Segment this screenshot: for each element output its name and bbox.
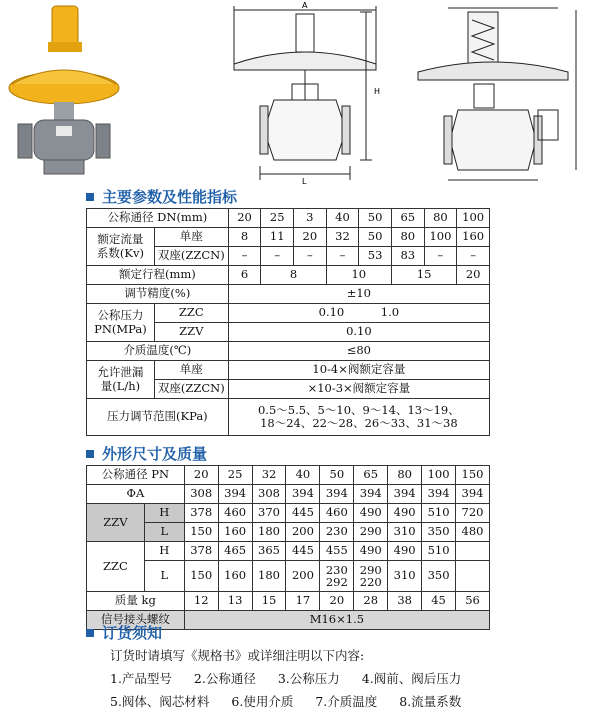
- table-cell: 65: [354, 466, 388, 485]
- table-cell: 40: [326, 209, 359, 228]
- table-cell: 490: [388, 504, 422, 523]
- order-item: 6.使用介质: [231, 694, 294, 709]
- table-cell: 32: [326, 228, 359, 247]
- table-row: [87, 399, 490, 436]
- table-cell: 150: [184, 561, 218, 592]
- square-bullet-icon: [86, 193, 94, 201]
- table-cell: 38: [388, 592, 422, 611]
- table-cell: 490: [354, 542, 388, 561]
- table-cell: 290: [354, 523, 388, 542]
- table-cell: 10: [326, 266, 391, 285]
- table-cell: 394: [320, 485, 354, 504]
- table-cell: 365: [252, 542, 286, 561]
- table-cell: 45: [422, 592, 456, 611]
- params-table: [86, 208, 490, 436]
- table-cell: 100: [422, 466, 456, 485]
- table-cell: 额定流量 系数(Kv): [87, 228, 155, 266]
- section-title: 订货须知: [102, 624, 163, 642]
- section-heading-params: [86, 186, 237, 207]
- table-cell: 40: [286, 466, 320, 485]
- table-cell: 100: [424, 228, 457, 247]
- table-row: [87, 266, 490, 285]
- table-cell: 15: [391, 266, 456, 285]
- table-cell: 13: [218, 592, 252, 611]
- table-cell: 150: [456, 466, 490, 485]
- table-cell: 25: [218, 466, 252, 485]
- table-cell: –: [294, 247, 327, 266]
- table-cell: 20: [320, 592, 354, 611]
- table-cell: 308: [184, 485, 218, 504]
- table-cell: 10-4×阀额定容量: [228, 361, 489, 380]
- table-cell: ±10: [228, 285, 489, 304]
- table-cell: 80: [424, 209, 457, 228]
- table-cell: –: [228, 247, 261, 266]
- table-cell: ZZC: [87, 542, 145, 592]
- table-cell: 质量 kg: [87, 592, 185, 611]
- table-cell: 双座(ZZCN): [154, 380, 228, 399]
- section-heading-order: [86, 622, 162, 643]
- table-cell: 压力调节范围(KPa): [87, 399, 229, 436]
- order-item: 1.产品型号: [110, 671, 172, 686]
- table-row: [87, 228, 490, 247]
- table-cell: 32: [252, 466, 286, 485]
- table-cell: H: [144, 542, 184, 561]
- table-row: [87, 304, 490, 323]
- table-cell: 15: [252, 592, 286, 611]
- table-row: [87, 209, 490, 228]
- table-cell: 460: [218, 504, 252, 523]
- table-cell: 150: [184, 523, 218, 542]
- table-cell: [456, 561, 490, 592]
- table-cell: 11: [261, 228, 294, 247]
- table-cell: 8: [228, 228, 261, 247]
- table-cell: 80: [388, 466, 422, 485]
- table-cell: 0.10 1.0: [228, 304, 489, 323]
- table-cell: 28: [354, 592, 388, 611]
- table-cell: 230: [320, 523, 354, 542]
- table-cell: 394: [456, 485, 490, 504]
- order-items-line-2: [110, 690, 461, 713]
- table-cell: 50: [320, 466, 354, 485]
- table-cell: ZZV: [154, 323, 228, 342]
- table-cell: 50: [359, 228, 392, 247]
- table-cell: L: [144, 523, 184, 542]
- table-row: [87, 523, 490, 542]
- table-cell: 200: [286, 561, 320, 592]
- table-cell: –: [424, 247, 457, 266]
- section-title: 主要参数及性能指标: [102, 188, 238, 206]
- table-row: [87, 361, 490, 380]
- table-cell: 394: [354, 485, 388, 504]
- table-cell: 394: [388, 485, 422, 504]
- table-cell: 465: [218, 542, 252, 561]
- dimension-drawing-front: [226, 0, 406, 190]
- table-cell: 370: [252, 504, 286, 523]
- order-item: 5.阀体、阀芯材料: [110, 694, 210, 709]
- table-row: [87, 561, 490, 592]
- table-cell: 720: [456, 504, 490, 523]
- table-cell: 20: [184, 466, 218, 485]
- table-cell: 公称压力 PN(MPa): [87, 304, 155, 342]
- table-cell: ×10-3×阀额定容量: [228, 380, 489, 399]
- table-cell: 160: [218, 523, 252, 542]
- table-cell: 378: [184, 504, 218, 523]
- table-cell: 510: [422, 504, 456, 523]
- table-cell: 25: [261, 209, 294, 228]
- table-cell: 单座: [154, 361, 228, 380]
- table-cell: 公称通径 DN(mm): [87, 209, 229, 228]
- table-cell: 80: [391, 228, 424, 247]
- table-cell: ≤80: [228, 342, 489, 361]
- table-cell: H: [144, 504, 184, 523]
- table-cell: –: [326, 247, 359, 266]
- order-item: 8.流量系数: [399, 694, 462, 709]
- table-cell: 信号接头螺纹: [87, 611, 185, 630]
- table-cell: 20: [228, 209, 261, 228]
- table-cell: 83: [391, 247, 424, 266]
- table-cell: 480: [456, 523, 490, 542]
- table-cell: L: [144, 561, 184, 592]
- table-cell: 230 292: [320, 561, 354, 592]
- table-cell: [228, 399, 489, 436]
- range-line-1: 0.5～5.5、5～10、9～14、13～19、: [257, 402, 460, 417]
- table-cell: 445: [286, 542, 320, 561]
- drawing-label-a: A: [302, 1, 308, 10]
- table-cell: 双座(ZZCN): [154, 247, 228, 266]
- valve-photo: [4, 2, 122, 182]
- table-cell: ΦA: [87, 485, 185, 504]
- order-items-line-1: [110, 667, 461, 690]
- table-cell: 56: [456, 592, 490, 611]
- table-cell: 介质温度(℃): [87, 342, 229, 361]
- square-bullet-icon: [86, 629, 94, 637]
- dims-table: [86, 465, 490, 630]
- section-heading-dims: [86, 443, 207, 464]
- table-cell: 160: [457, 228, 490, 247]
- table-cell: 160: [218, 561, 252, 592]
- table-cell: 0.10: [228, 323, 489, 342]
- table-cell: 6: [228, 266, 261, 285]
- table-cell: ZZV: [87, 504, 145, 542]
- table-cell: 50: [359, 209, 392, 228]
- table-cell: 445: [286, 504, 320, 523]
- table-cell: 490: [354, 504, 388, 523]
- table-cell: 单座: [154, 228, 228, 247]
- table-row: [87, 592, 490, 611]
- table-cell: [456, 542, 490, 561]
- table-cell: 17: [286, 592, 320, 611]
- table-cell: 20: [457, 266, 490, 285]
- table-cell: ZZC: [154, 304, 228, 323]
- table-cell: 180: [252, 523, 286, 542]
- order-item: 2.公称通径: [193, 671, 256, 686]
- table-cell: 308: [252, 485, 286, 504]
- table-cell: 8: [261, 266, 326, 285]
- table-row: [87, 504, 490, 523]
- table-cell: 100: [457, 209, 490, 228]
- range-line-2: 18～24、22～28、26～33、31～38: [260, 416, 458, 430]
- table-cell: 额定行程(mm): [87, 266, 229, 285]
- table-row: [87, 285, 490, 304]
- table-row: [87, 542, 490, 561]
- table-cell: 180: [252, 561, 286, 592]
- table-cell: 460: [320, 504, 354, 523]
- table-cell: M16×1.5: [184, 611, 489, 630]
- table-cell: 394: [218, 485, 252, 504]
- table-cell: 455: [320, 542, 354, 561]
- table-cell: 允许泄漏 量(L/h): [87, 361, 155, 399]
- table-row: [87, 485, 490, 504]
- table-cell: 290 220: [354, 561, 388, 592]
- table-cell: 394: [422, 485, 456, 504]
- table-cell: –: [261, 247, 294, 266]
- order-item: 4.阀前、阀后压力: [361, 671, 462, 686]
- table-cell: 12: [184, 592, 218, 611]
- drawing-label-l: L: [302, 177, 307, 186]
- section-title: 外形尺寸及质量: [102, 445, 208, 463]
- drawing-label-h: H: [374, 87, 381, 96]
- order-notes: [110, 644, 461, 713]
- table-cell: –: [457, 247, 490, 266]
- order-item: 7.介质温度: [315, 694, 378, 709]
- table-cell: 394: [286, 485, 320, 504]
- dimension-drawing-section: [408, 0, 586, 190]
- square-bullet-icon: [86, 450, 94, 458]
- table-cell: 20: [294, 228, 327, 247]
- order-intro: 订货时请填写《规格书》或详细注明以下内容:: [110, 648, 365, 663]
- table-cell: 378: [184, 542, 218, 561]
- table-cell: 350: [422, 561, 456, 592]
- table-cell: 调节精度(%): [87, 285, 229, 304]
- table-cell: 490: [388, 542, 422, 561]
- table-cell: 65: [391, 209, 424, 228]
- table-cell: 310: [388, 523, 422, 542]
- table-cell: 53: [359, 247, 392, 266]
- table-cell: 公称通径 PN: [87, 466, 185, 485]
- table-cell: 3: [294, 209, 327, 228]
- table-cell: 510: [422, 542, 456, 561]
- table-row: [87, 342, 490, 361]
- table-cell: 350: [422, 523, 456, 542]
- order-item: 3.公称压力: [277, 671, 340, 686]
- table-row: [87, 466, 490, 485]
- table-cell: 310: [388, 561, 422, 592]
- table-cell: 200: [286, 523, 320, 542]
